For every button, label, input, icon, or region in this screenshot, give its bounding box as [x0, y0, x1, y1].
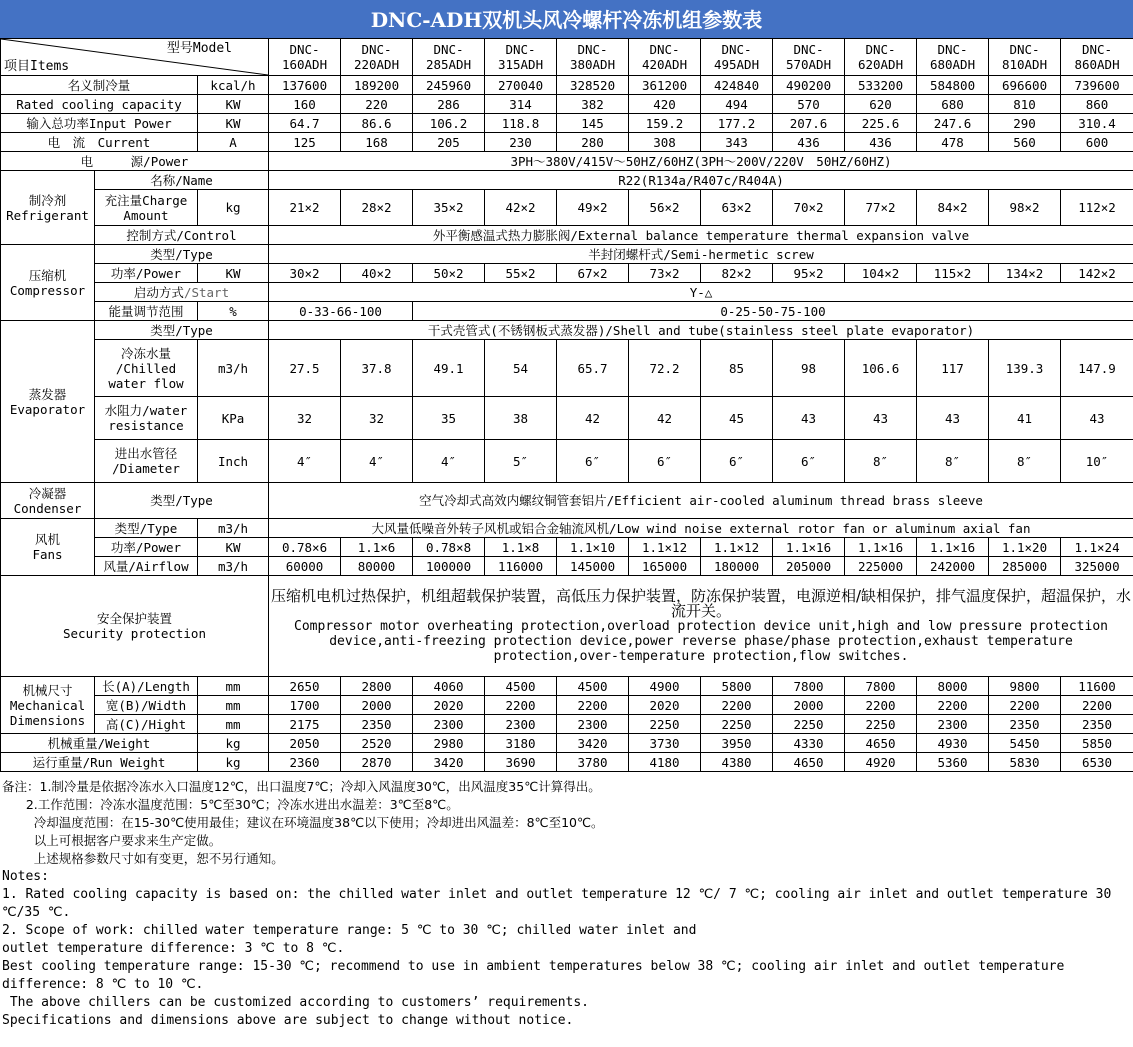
run-weight-cell: 3420	[413, 753, 485, 772]
length-cell: 4900	[629, 677, 701, 696]
input-power-cell: 64.7	[269, 114, 341, 133]
note-en-line: 1. Rated cooling capacity is based on: the chilled water inlet and outlet temperature 12 ℃/ 7 ℃; cooling air inlet and outlet temperature 30 ℃/35 ℃.	[2, 887, 1120, 920]
resistance-label: 水阻力/water resistance	[95, 397, 198, 440]
length-cell: 4060	[413, 677, 485, 696]
flow-cell: 37.8	[341, 340, 413, 397]
cooling-kw-cell: 570	[773, 95, 845, 114]
note-cn-line: 备注：1.制冷量是依据冷冻水入口温度12℃，出口温度7℃；冷却入风温度30℃，出风温度35℃计算得出。	[2, 779, 601, 794]
pipe-cell: 4″	[413, 440, 485, 483]
charge-cell: 56×2	[629, 190, 701, 226]
compressor-power-cell: 104×2	[845, 264, 917, 283]
flow-cell: 65.7	[557, 340, 629, 397]
compressor-power-cell: 40×2	[341, 264, 413, 283]
width-cell: 2020	[629, 696, 701, 715]
run-weight-cell: 2870	[341, 753, 413, 772]
fan-power-cell: 1.1×24	[1061, 538, 1133, 557]
run-weight-cell: 4920	[845, 753, 917, 772]
model-cell: DNC- 570ADH	[773, 39, 845, 76]
pipe-cell: 6″	[557, 440, 629, 483]
run-weight-cell: 5830	[989, 753, 1061, 772]
power-source-label: 电 源/Power	[1, 152, 269, 171]
compressor-power-cell: 115×2	[917, 264, 989, 283]
height-cell: 2300	[917, 715, 989, 734]
flow-label: 冷冻水量 /Chilled water flow	[95, 340, 198, 397]
spec-table	[0, 38, 1133, 772]
cooling-unit-kcal: kcal/h	[198, 76, 269, 95]
weight-label: 机械重量/Weight	[1, 734, 198, 753]
current-label: 电 流 Current	[1, 133, 198, 152]
refrigerant-name-value: R22(R134a/R407c/R404A)	[269, 171, 1133, 190]
current-cell: 168	[341, 133, 413, 152]
compressor-group: 压缩机 Compressor	[1, 245, 95, 321]
resistance-cell: 43	[917, 397, 989, 440]
fan-power-cell: 0.78×8	[413, 538, 485, 557]
compressor-power-cell: 134×2	[989, 264, 1061, 283]
model-cell: DNC- 680ADH	[917, 39, 989, 76]
width-cell: 2200	[989, 696, 1061, 715]
evaporator-type-label: 类型/Type	[95, 321, 269, 340]
charge-cell: 21×2	[269, 190, 341, 226]
capacity-unit: %	[198, 302, 269, 321]
model-cell: DNC- 160ADH	[269, 39, 341, 76]
airflow-cell: 180000	[701, 557, 773, 576]
height-cell: 2300	[557, 715, 629, 734]
run-weight-cell: 4650	[773, 753, 845, 772]
weight-cell: 3730	[629, 734, 701, 753]
capacity-value-b: 0-25-50-75-100	[413, 302, 1133, 321]
fan-type-unit: m3/h	[198, 519, 269, 538]
fan-power-cell: 1.1×10	[557, 538, 629, 557]
current-cell: 560	[989, 133, 1061, 152]
resistance-unit: KPa	[198, 397, 269, 440]
flow-cell: 106.6	[845, 340, 917, 397]
length-label: 长(A)/Length	[95, 677, 198, 696]
airflow-cell: 205000	[773, 557, 845, 576]
flow-cell: 72.2	[629, 340, 701, 397]
height-cell: 2250	[629, 715, 701, 734]
start-value: Y-△	[269, 283, 1133, 302]
input-power-cell: 106.2	[413, 114, 485, 133]
evaporator-type-value: 干式壳管式(不锈钢板式蒸发器)/Shell and tube(stainless steel plate evaporator)	[269, 321, 1133, 340]
cooling-kw-cell: 680	[917, 95, 989, 114]
page-title: DNC-ADH双机头风冷螺杆冷冻机组参数表	[0, 0, 1133, 38]
length-cell: 5800	[701, 677, 773, 696]
power-source-value: 3PH～380V/415V～50HZ/60HZ(3PH～200V/220V 50HZ/60HZ)	[269, 152, 1133, 171]
capacity-label: 能量调节范围	[95, 302, 198, 321]
width-unit: mm	[198, 696, 269, 715]
current-cell: 205	[413, 133, 485, 152]
cooling-kcal-cell: 424840	[701, 76, 773, 95]
charge-cell: 49×2	[557, 190, 629, 226]
height-cell: 2350	[989, 715, 1061, 734]
cooling-kw-cell: 382	[557, 95, 629, 114]
note-cn-line: 2.工作范围：冷冻水温度范围：5℃至30℃；冷冻水进出水温差：3℃至8℃。	[2, 797, 459, 812]
cooling-kcal-cell: 137600	[269, 76, 341, 95]
current-cell: 600	[1061, 133, 1133, 152]
cooling-kcal-cell: 361200	[629, 76, 701, 95]
cooling-kcal-cell: 245960	[413, 76, 485, 95]
run-weight-cell: 3780	[557, 753, 629, 772]
length-cell: 11600	[1061, 677, 1133, 696]
fan-type-label: 类型/Type	[95, 519, 198, 538]
compressor-power-cell: 73×2	[629, 264, 701, 283]
resistance-cell: 45	[701, 397, 773, 440]
input-power-cell: 118.8	[485, 114, 557, 133]
cooling-kcal-cell: 739600	[1061, 76, 1133, 95]
airflow-cell: 165000	[629, 557, 701, 576]
weight-cell: 2520	[341, 734, 413, 753]
run-weight-cell: 3690	[485, 753, 557, 772]
length-cell: 2800	[341, 677, 413, 696]
compressor-power-cell: 30×2	[269, 264, 341, 283]
input-power-cell: 290	[989, 114, 1061, 133]
resistance-cell: 32	[341, 397, 413, 440]
input-power-cell: 207.6	[773, 114, 845, 133]
input-power-cell: 310.4	[1061, 114, 1133, 133]
run-weight-cell: 6530	[1061, 753, 1133, 772]
height-cell: 2175	[269, 715, 341, 734]
width-cell: 2000	[341, 696, 413, 715]
resistance-cell: 43	[773, 397, 845, 440]
run-weight-cell: 4180	[629, 753, 701, 772]
airflow-cell: 285000	[989, 557, 1061, 576]
weight-cell: 3180	[485, 734, 557, 753]
airflow-cell: 100000	[413, 557, 485, 576]
cooling-kw-cell: 160	[269, 95, 341, 114]
resistance-cell: 42	[557, 397, 629, 440]
airflow-cell: 116000	[485, 557, 557, 576]
airflow-cell: 325000	[1061, 557, 1133, 576]
height-unit: mm	[198, 715, 269, 734]
weight-cell: 2050	[269, 734, 341, 753]
model-cell: DNC- 620ADH	[845, 39, 917, 76]
model-header-label: 型号Model	[166, 41, 233, 56]
resistance-cell: 35	[413, 397, 485, 440]
model-cell: DNC- 315ADH	[485, 39, 557, 76]
current-cell: 125	[269, 133, 341, 152]
width-cell: 2200	[485, 696, 557, 715]
height-cell: 2300	[485, 715, 557, 734]
model-cell: DNC- 380ADH	[557, 39, 629, 76]
fan-type-value: 大风量低噪音外转子风机或铝合金轴流风机/Low wind noise external rotor fan or aluminum axial fan	[269, 519, 1133, 538]
width-cell: 2200	[845, 696, 917, 715]
condenser-group: 冷凝器 Condenser	[1, 483, 95, 519]
width-label: 宽(B)/Width	[95, 696, 198, 715]
width-cell: 2000	[773, 696, 845, 715]
current-cell: 230	[485, 133, 557, 152]
height-cell: 2300	[413, 715, 485, 734]
fan-power-cell: 1.1×6	[341, 538, 413, 557]
flow-unit: m3/h	[198, 340, 269, 397]
run-weight-unit: kg	[198, 753, 269, 772]
weight-cell: 5850	[1061, 734, 1133, 753]
fan-power-cell: 1.1×12	[629, 538, 701, 557]
pipe-cell: 6″	[773, 440, 845, 483]
width-cell: 2200	[917, 696, 989, 715]
refrigerant-name-label: 名称/Name	[95, 171, 269, 190]
input-power-cell: 86.6	[341, 114, 413, 133]
airflow-cell: 80000	[341, 557, 413, 576]
pipe-cell: 6″	[701, 440, 773, 483]
weight-cell: 4930	[917, 734, 989, 753]
pipe-cell: 8″	[917, 440, 989, 483]
airflow-cell: 60000	[269, 557, 341, 576]
fan-power-cell: 1.1×16	[773, 538, 845, 557]
cooling-label-en: Rated cooling capacity	[1, 95, 198, 114]
length-cell: 4500	[557, 677, 629, 696]
cooling-kw-cell: 810	[989, 95, 1061, 114]
height-cell: 2250	[845, 715, 917, 734]
model-cell: DNC- 860ADH	[1061, 39, 1133, 76]
charge-unit: kg	[198, 190, 269, 226]
cooling-label-cn: 名义制冷量	[1, 76, 198, 95]
fan-power-unit: KW	[198, 538, 269, 557]
charge-label: 充注量Charge Amount	[95, 190, 198, 226]
compressor-power-label: 功率/Power	[95, 264, 198, 283]
flow-cell: 54	[485, 340, 557, 397]
cooling-kcal-cell: 533200	[845, 76, 917, 95]
width-cell: 2020	[413, 696, 485, 715]
cooling-kcal-cell: 584800	[917, 76, 989, 95]
resistance-cell: 32	[269, 397, 341, 440]
resistance-cell: 38	[485, 397, 557, 440]
cooling-kcal-cell: 490200	[773, 76, 845, 95]
control-label: 控制方式/Control	[95, 226, 269, 245]
flow-cell: 85	[701, 340, 773, 397]
airflow-cell: 145000	[557, 557, 629, 576]
cooling-unit-kw: KW	[198, 95, 269, 114]
header-corner-cell	[1, 39, 269, 76]
note-en-line: 2. Scope of work: chilled water temperature range: 5 ℃ to 30 ℃; chilled water inlet and outlet temperature difference: 3 ℃ to 8 ℃.	[2, 923, 697, 956]
charge-cell: 28×2	[341, 190, 413, 226]
dimensions-group: 机械尺寸 Mechanical Dimensions	[1, 677, 95, 734]
pipe-cell: 6″	[629, 440, 701, 483]
run-weight-label: 运行重量/Run Weight	[1, 753, 198, 772]
airflow-unit: m3/h	[198, 557, 269, 576]
airflow-cell: 242000	[917, 557, 989, 576]
flow-cell: 117	[917, 340, 989, 397]
height-cell: 2350	[1061, 715, 1133, 734]
input-power-cell: 247.6	[917, 114, 989, 133]
note-cn-line: 上述规格参数尺寸如有变更，恕不另行通知。	[2, 851, 284, 866]
resistance-cell: 42	[629, 397, 701, 440]
fans-group: 风机 Fans	[1, 519, 95, 576]
model-cell: DNC- 420ADH	[629, 39, 701, 76]
pipe-cell: 8″	[989, 440, 1061, 483]
input-power-cell: 225.6	[845, 114, 917, 133]
evaporator-group: 蒸发器 Evaporator	[1, 321, 95, 483]
current-cell: 343	[701, 133, 773, 152]
pipe-cell: 8″	[845, 440, 917, 483]
condenser-type-label: 类型/Type	[95, 483, 269, 519]
flow-cell: 27.5	[269, 340, 341, 397]
current-cell: 308	[629, 133, 701, 152]
pipe-cell: 4″	[269, 440, 341, 483]
security-label: 安全保护装置 Security protection	[1, 576, 269, 677]
cooling-kw-cell: 314	[485, 95, 557, 114]
length-cell: 9800	[989, 677, 1061, 696]
current-cell: 478	[917, 133, 989, 152]
width-cell: 2200	[701, 696, 773, 715]
condenser-type-value: 空气冷却式高效内螺纹铜管套铝片/Efficient air-cooled aluminum thread brass sleeve	[269, 483, 1133, 519]
weight-cell: 5450	[989, 734, 1061, 753]
width-cell: 2200	[557, 696, 629, 715]
note-en-line: Notes:	[2, 869, 49, 884]
current-cell: 436	[845, 133, 917, 152]
pipe-cell: 4″	[341, 440, 413, 483]
charge-cell: 84×2	[917, 190, 989, 226]
compressor-power-cell: 95×2	[773, 264, 845, 283]
cooling-kw-cell: 420	[629, 95, 701, 114]
compressor-power-cell: 82×2	[701, 264, 773, 283]
height-cell: 2350	[341, 715, 413, 734]
charge-cell: 35×2	[413, 190, 485, 226]
security-value-cn: 压缩机电机过热保护，机组超载保护装置，高低压力保护装置，防冻保护装置，电源逆相/缺相保护，排气温度保护，超温保护，水流开关。	[270, 586, 1132, 620]
cooling-kcal-cell: 189200	[341, 76, 413, 95]
input-power-cell: 145	[557, 114, 629, 133]
length-cell: 7800	[773, 677, 845, 696]
run-weight-cell: 2360	[269, 753, 341, 772]
flow-cell: 147.9	[1061, 340, 1133, 397]
cooling-kw-cell: 286	[413, 95, 485, 114]
capacity-value-a: 0-33-66-100	[269, 302, 413, 321]
current-cell: 436	[773, 133, 845, 152]
model-cell: DNC- 495ADH	[701, 39, 773, 76]
notes-section	[2, 778, 1130, 1030]
note-cn-line: 以上可根据客户要求来生产定做。	[2, 833, 222, 848]
compressor-power-cell: 67×2	[557, 264, 629, 283]
weight-cell: 3420	[557, 734, 629, 753]
width-cell: 1700	[269, 696, 341, 715]
weight-cell: 2980	[413, 734, 485, 753]
cooling-kcal-cell: 328520	[557, 76, 629, 95]
cooling-kcal-cell: 270040	[485, 76, 557, 95]
note-cn-line: 冷却温度范围：在15-30℃使用最佳；建议在环境温度38℃以下使用；冷却进出风温差：8℃至10℃。	[2, 815, 604, 830]
security-value	[269, 576, 1133, 677]
note-en-line: The above chillers can be customized according to customers’ requirements.	[2, 995, 590, 1010]
charge-cell: 98×2	[989, 190, 1061, 226]
flow-cell: 139.3	[989, 340, 1061, 397]
charge-cell: 112×2	[1061, 190, 1133, 226]
height-label: 高(C)/Hight	[95, 715, 198, 734]
weight-unit: kg	[198, 734, 269, 753]
resistance-cell: 43	[845, 397, 917, 440]
pipe-cell: 5″	[485, 440, 557, 483]
run-weight-cell: 4380	[701, 753, 773, 772]
compressor-power-cell: 142×2	[1061, 264, 1133, 283]
run-weight-cell: 5360	[917, 753, 989, 772]
fan-power-cell: 0.78×6	[269, 538, 341, 557]
note-en-line: Specifications and dimensions above are subject to change without notice.	[2, 1013, 574, 1028]
compressor-type-value: 半封闭螺杆式/Semi-hermetic screw	[269, 245, 1133, 264]
resistance-cell: 43	[1061, 397, 1133, 440]
length-cell: 8000	[917, 677, 989, 696]
model-cell: DNC- 810ADH	[989, 39, 1061, 76]
model-cell: DNC- 285ADH	[413, 39, 485, 76]
fan-power-cell: 1.1×8	[485, 538, 557, 557]
input-power-cell: 159.2	[629, 114, 701, 133]
fan-power-cell: 1.1×20	[989, 538, 1061, 557]
security-value-en: Compressor motor overheating protection,overload protection device unit,high and low pressure protection device,anti-freezing protection device,power reverse phase/phase protection,exhaust temperature protection,over-temperature protection,flow switches.	[294, 618, 1108, 664]
flow-cell: 49.1	[413, 340, 485, 397]
input-power-cell: 177.2	[701, 114, 773, 133]
weight-cell: 4650	[845, 734, 917, 753]
start-label: 启动方式/Start	[95, 283, 269, 302]
weight-cell: 3950	[701, 734, 773, 753]
refrigerant-group: 制冷剂 Refrigerant	[1, 171, 95, 245]
compressor-power-cell: 50×2	[413, 264, 485, 283]
fan-power-cell: 1.1×16	[917, 538, 989, 557]
charge-cell: 77×2	[845, 190, 917, 226]
charge-cell: 63×2	[701, 190, 773, 226]
height-cell: 2250	[773, 715, 845, 734]
resistance-cell: 41	[989, 397, 1061, 440]
compressor-power-cell: 55×2	[485, 264, 557, 283]
pipe-label: 进出水管径 /Diameter	[95, 440, 198, 483]
control-value: 外平衡感温式热力膨胀阀/External balance temperature thermal expansion valve	[269, 226, 1133, 245]
airflow-label: 风量/Airflow	[95, 557, 198, 576]
input-power-label: 输入总功率Input Power	[1, 114, 198, 133]
cooling-kw-cell: 620	[845, 95, 917, 114]
length-cell: 2650	[269, 677, 341, 696]
items-header-label: 项目Items	[4, 59, 70, 74]
width-cell: 2200	[1061, 696, 1133, 715]
input-power-unit: KW	[198, 114, 269, 133]
length-cell: 7800	[845, 677, 917, 696]
cooling-kw-cell: 860	[1061, 95, 1133, 114]
compressor-type-label: 类型/Type	[95, 245, 269, 264]
fan-power-label: 功率/Power	[95, 538, 198, 557]
note-en-line: Best cooling temperature range: 15-30 ℃; recommend to use in ambient temperatures below 38 ℃; cooling air inlet and outlet temperature difference: 8 ℃ to 10 ℃.	[2, 959, 1073, 992]
cooling-kw-cell: 220	[341, 95, 413, 114]
airflow-cell: 225000	[845, 557, 917, 576]
length-unit: mm	[198, 677, 269, 696]
fan-power-cell: 1.1×16	[845, 538, 917, 557]
pipe-cell: 10″	[1061, 440, 1133, 483]
height-cell: 2250	[701, 715, 773, 734]
length-cell: 4500	[485, 677, 557, 696]
cooling-kw-cell: 494	[701, 95, 773, 114]
cooling-kcal-cell: 696600	[989, 76, 1061, 95]
model-cell: DNC- 220ADH	[341, 39, 413, 76]
flow-cell: 98	[773, 340, 845, 397]
fan-power-cell: 1.1×12	[701, 538, 773, 557]
pipe-unit: Inch	[198, 440, 269, 483]
charge-cell: 70×2	[773, 190, 845, 226]
charge-cell: 42×2	[485, 190, 557, 226]
current-cell: 280	[557, 133, 629, 152]
compressor-power-unit: KW	[198, 264, 269, 283]
weight-cell: 4330	[773, 734, 845, 753]
current-unit: A	[198, 133, 269, 152]
